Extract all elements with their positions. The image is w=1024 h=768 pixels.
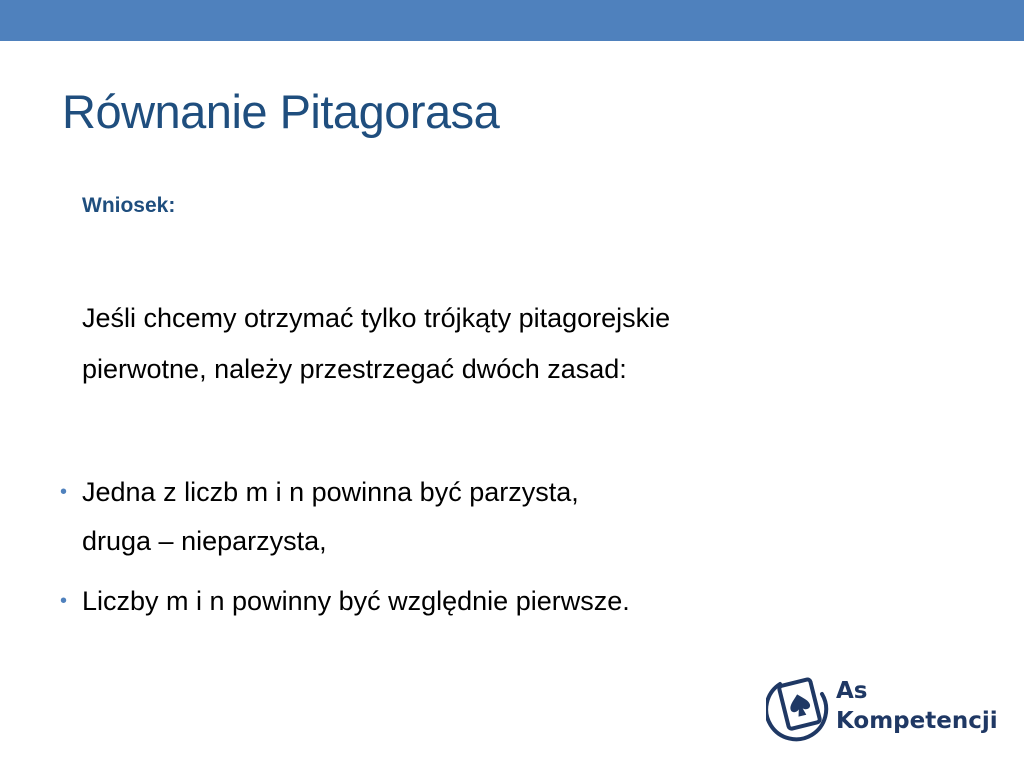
intro-line-2: pierwotne, należy przestrzegać dwóch zasad: — [82, 354, 627, 384]
slide-subtitle: Wniosek: — [82, 194, 176, 217]
bullet-1-line-2: druga – nieparzysta, — [82, 526, 327, 556]
slide-title: Równanie Pitagorasa — [62, 85, 500, 138]
intro-paragraph — [82, 293, 670, 395]
bullet-1-line-1: Jedna z liczb m i n powinna być parzysta, — [82, 477, 579, 507]
bullet-icon: • — [60, 590, 68, 612]
logo-line-1: As — [836, 678, 868, 704]
bullet-2-line-1: Liczby m i n powinny być względnie pierwsze. — [82, 586, 630, 616]
list-item — [58, 577, 958, 626]
bullet-icon: • — [60, 481, 68, 503]
spade-card-icon — [766, 672, 832, 744]
logo-line-2: Kompetencji — [836, 708, 998, 734]
logo-wordmark — [836, 676, 998, 736]
rules-list — [58, 468, 958, 626]
as-kompetencji-logo — [766, 672, 996, 748]
top-accent-bar — [0, 0, 1024, 41]
intro-line-1: Jeśli chcemy otrzymać tylko trójkąty pitagorejskie — [82, 303, 671, 333]
list-item — [58, 468, 958, 566]
